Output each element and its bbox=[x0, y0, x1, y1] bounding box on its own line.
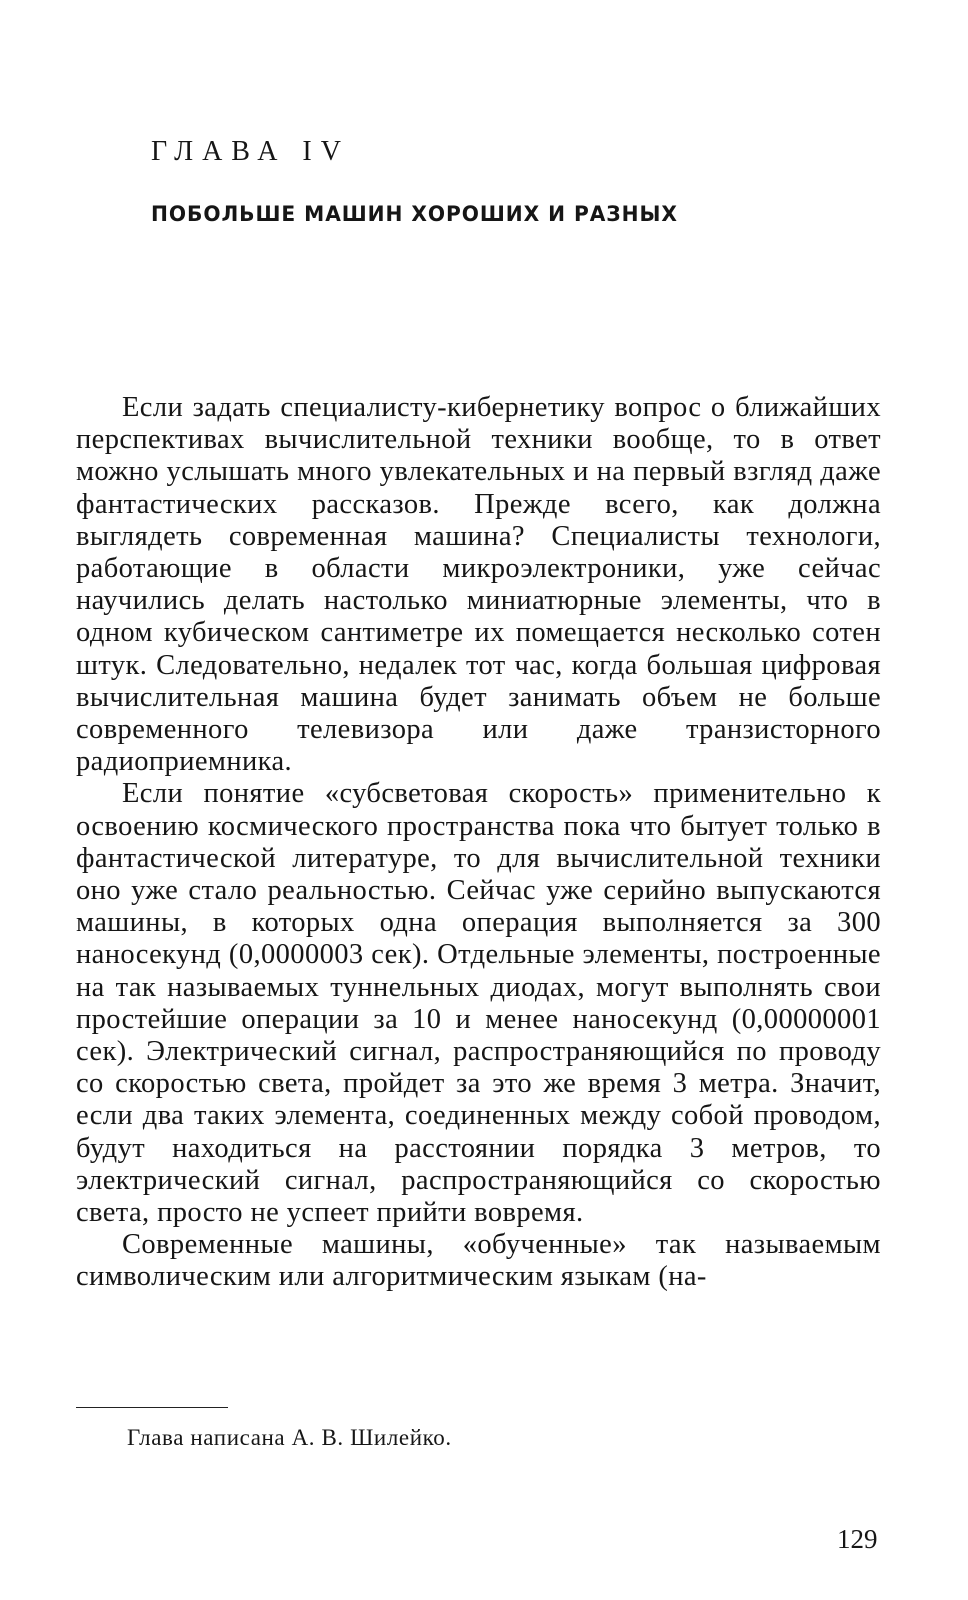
paragraph: Если понятие «субсветовая скорость» применительно к освоению космического пространства пока что бытует только в фантастической литературе, то для вычислительной техники оно уже стало реальностью. Сейчас уже серийно выпускаются машины, в которых одна операция выполняется за 300 наносекунд (0,0000003 сек). Отдельные элементы, построенные на так называемых туннельных диодах, могут выполнять свои простейшие операции за 10 и менее наносекунд (0,00000001 сек). Электрический сигнал, распространяющийся по проводу со скоростью света, пройдет за это же время 3 метра. Значит, если два таких элемента, соединенных между собой проводом, будут находиться на расстоянии порядка 3 метров, то электрический сигнал, распространяющийся со скоростью света, просто не успеет прийти вовремя. bbox=[76, 778, 881, 1229]
chapter-title: ПОБОЛЬШЕ МАШИН ХОРОШИХ И РАЗНЫХ bbox=[151, 202, 678, 227]
page-number: 129 bbox=[837, 1524, 878, 1554]
paragraph: Современные машины, «обученные» так называемым символическим или алгоритмическим языкам (на- bbox=[76, 1229, 881, 1293]
footnote-divider bbox=[76, 1407, 228, 1408]
body-text bbox=[76, 392, 881, 1294]
paragraph: Если задать специалисту-кибернетику вопрос о ближайших перспективах вычислительной техники вообще, то в ответ можно услышать много увлекательных и на первый взгляд даже фантастических рассказов. Прежде всего, как должна выглядеть современная машина? Специалисты технологи, работающие в области микроэлектроники, уже сейчас научились делать настолько миниатюрные элементы, что в одном кубическом сантиметре их помещается несколько сотен штук. Следовательно, недалек тот час, когда большая цифровая вычислительная машина будет занимать объем не больше современного телевизора или даже транзисторного радиоприемника. bbox=[76, 392, 881, 778]
footnote: Глава написана А. В. Шилейко. bbox=[127, 1425, 452, 1450]
chapter-number: ГЛАВА IV bbox=[151, 136, 350, 167]
